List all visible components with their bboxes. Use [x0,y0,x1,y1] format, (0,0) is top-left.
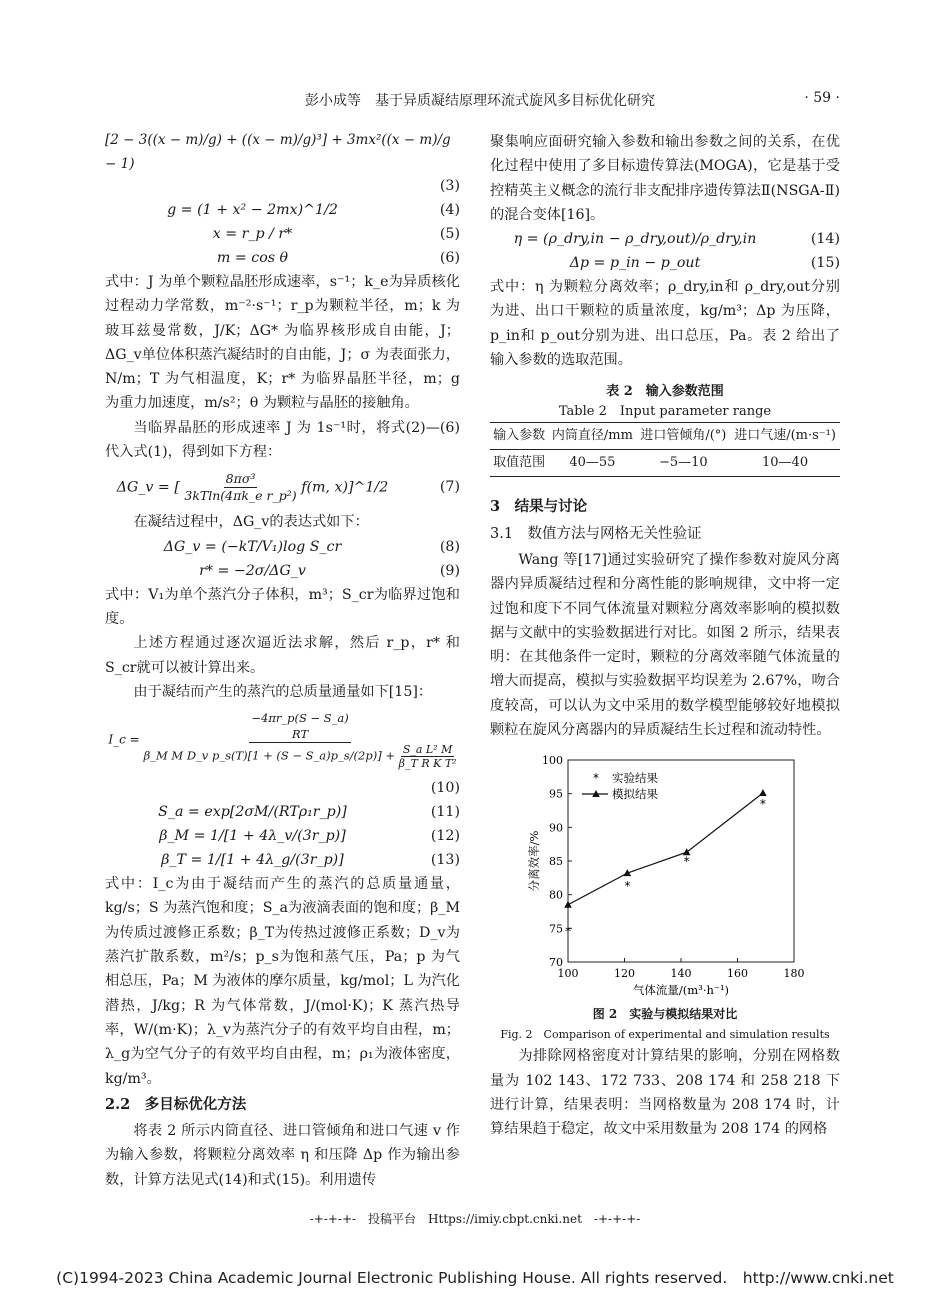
x-tick-label: 120 [614,967,635,981]
table-cell: 40—55 [569,455,616,471]
figure-2-caption-en: Fig. 2 Comparison of experimental and simulation results [500,1028,830,1042]
section-2-2-heading: 2.2 多目标优化方法 [105,1095,247,1113]
equation-number: (10) [430,780,460,797]
equation-10-number-line [105,776,460,800]
experiment-point: * [565,925,571,940]
paragraph-optimization: 将表 2 所示内筒直径、进口管倾角和进口气速 v 作为输入参数，将颗粒分离效率 η 和压降 Δp 作为输出参数，计算方法见式(14)和式(15)。利用遗传 [105,1123,460,1188]
equation-13: β_T = 1/[1 + 4λ_g/(3r_p)] [161,852,344,869]
equation-number: (3) [439,177,460,194]
equation-10-den-b [399,743,457,770]
legend-experiment-label: 实验结果 [612,771,658,786]
x-tick-label: 180 [783,967,805,981]
table-header-cell: 内筒直径/mm [551,428,633,444]
equation-7-rhs: f(m, x)]^1/2 [301,479,389,496]
equation-13-line [105,848,460,872]
equation-10 [105,710,460,770]
equation-7-denominator: 3kTln(4πk_e r_p²) [184,487,297,503]
table-header-row [490,423,840,450]
equation-5: x = r_p / r* [212,225,293,242]
y-tick-label: 80 [549,889,563,903]
equation-5-line [105,222,460,246]
equation-12: β_M = 1/[1 + 4λ_v/(3r_p)] [159,828,346,845]
section-3-1-heading: 3.1 数值方法与网格无关性验证 [490,525,702,542]
equation-number: (5) [439,225,460,242]
equation-10-den-b-num: S_a L² M [402,743,453,757]
equation-10-numerator [249,710,350,743]
figure-2 [490,742,840,1044]
y-tick-label: 90 [549,821,563,835]
equation-3: [2 − 3((x − m)/g) + ((x − m)/g)³] + 3mx²((x − m)/g − 1) [105,131,451,172]
table-header-cell: 进口气速/(m·s⁻¹) [734,428,836,444]
equation-6: m = cos θ [216,249,289,266]
equation-15: Δp = p_in − p_out [569,255,701,272]
paragraph-validation: Wang 等[17]通过实验研究了操作参数对旋风分离器内异质凝结过程和分离性能的影响规律，文中将一定过饱和度下不同气体流量对颗粒分离效率影响的模拟数据与文献中的实验数据进行对比。如图 2 所示，结果表明：在其他条件一定时，颗粒的分离效率随气体流量的增大而提高，模拟与实验数据平均误差为 2.67%，吻合度较高，可以认为文中采用的数学模型能够较好地模拟颗粒在旋风分离器内的异质凝结生长过程和流动特性。 [490,551,840,739]
paragraph-iteration: 上述方程通过逐次逼近法求解，然后 r_p，r* 和 S_cr就可以被计算出来。 [105,635,460,676]
equation-7 [105,471,400,504]
experiment-point: * [624,879,631,894]
equation-10-line [105,704,460,776]
equation-number: (8) [439,538,460,555]
equation-number: (15) [810,255,840,272]
paragraph-dgv: 在凝结过程中，ΔG_v的表达式如下： [133,514,369,531]
equation-4-line [105,198,460,222]
equation-10-denominator: β_M M D_v p_s(T)[1 + (S − S_a)p_s/(2p)] + $\frac{\text{S\_a L² M}}{\text{β\_T R K T²}}$ [143,743,457,771]
equation-7-line [105,464,460,510]
footer-submission: -+-+-+- 投稿平台 Https://imiy.cbpt.cnki.net -+-+-+- [309,1212,641,1226]
equation-3-number-line [105,174,460,198]
figure-2-caption-cn: 图 2 实验与模拟结果对比 [592,1007,738,1022]
table-cell: −5—10 [658,455,708,471]
table-2-caption-en: Table 2 Input parameter range [558,404,772,420]
equation-14-line [490,227,840,251]
y-axis-label: 分离效率/% [527,830,541,892]
equation-8: ΔG_v = (−kT/V₁)log S_cr [163,538,342,555]
paragraph-symbols-1: 式中：J 为单个颗粒晶胚形成速率，s⁻¹；k_e为异质核化过程动力学常数，m⁻²·s⁻¹；r_p为颗粒半径，m；k 为玻耳兹曼常数，J/K；ΔG* 为临界核形成自由能，J；ΔG_v单位体积蒸汽凝结时的自由能，J；σ 为表面张力，N/m；T 为气相温度，K；r* 为临界晶胚半径，m；g 为重力加速度，m/s²；θ 为颗粒与晶胚的接触角。 [105,274,460,412]
equation-10-den-b-den: β_T R K T² [398,757,457,771]
table-2 [490,422,840,477]
equation-10-num-top: −4πr_p(S − S_a) [251,711,349,726]
paragraph-moga: 聚集响应面研究输入参数和输出参数之间的关系，在优化过程中使用了多目标遗传算法(MOGA)，它是基于受控精英主义概念的流行非支配排序遗传算法Ⅱ(NSGA-Ⅱ)的混合变体[16]。 [490,134,840,223]
equation-7-numerator: 8πσ³ [225,470,256,486]
table-cell: 取值范围 [493,455,546,471]
table-2-caption-cn: 表 2 输入参数范围 [606,384,724,400]
equation-number: (11) [430,804,460,821]
simulation-series-line [568,793,763,905]
figure-2-caption [490,1004,840,1045]
x-axis-label: 气体流量/(m³·h⁻¹) [632,983,730,998]
equation-number: (12) [430,828,460,845]
plot-frame [568,760,794,962]
y-tick-label: 70 [549,956,563,970]
page-number: · 59 · [804,90,840,106]
equation-number: (14) [810,231,840,248]
legend-simulation-label: 模拟结果 [612,787,658,802]
equation-4: g = (1 + x² − 2mx)^1/2 [167,201,338,218]
equation-10-fraction [144,710,457,770]
equation-14: η = (ρ_dry,in − ρ_dry,out)/ρ_dry,in [513,231,757,248]
y-tick-label: 75 [549,922,563,936]
equation-7-lhs: ΔG_v = [ [116,479,180,496]
equation-3-line [105,130,460,174]
equation-number: (9) [439,562,460,579]
experiment-point: * [683,855,690,870]
equation-number: (7) [439,479,460,496]
experiment-point: * [759,797,766,812]
table-cell: 10—40 [762,455,809,471]
footer-copyright: (C)1994-2023 China Academic Journal Electronic Publishing House. All rights reserved. http://www.cnki.net [56,1269,894,1287]
equation-9: r* = −2σ/ΔG_v [199,562,306,579]
equation-number: (6) [439,249,460,266]
equation-11-line [105,800,460,824]
paragraph-mesh: 为排除网格密度对计算结果的影响，分别在网格数量为 102 143、172 733、208 174 和 258 218 下进行计算，结果表明：当网格数量为 208 174 时，计算结果趋于稳定，故文中采用数量为 208 174 的网格 [490,1048,840,1138]
legend-experiment-marker: * [593,771,599,786]
equation-10-num-bot: RT [292,727,309,742]
y-tick-label: 95 [549,788,563,802]
equation-number: (13) [430,852,460,869]
equation-9-line [105,559,460,583]
equation-15-line [490,251,840,275]
table-2-caption [490,382,840,422]
paragraph-substitution: 当临界晶胚的形成速率 J 为 1s⁻¹时，将式(2)—(6)代入式(1)，得到如下方程： [105,419,460,461]
equation-10-lhs: I_c = [108,732,140,747]
equation-6-line [105,246,460,270]
y-tick-label: 85 [549,855,563,869]
x-tick-label: 140 [670,967,692,981]
y-tick-label: 100 [542,754,563,768]
x-tick-label: 100 [557,967,579,981]
paragraph-mass-flux: 由于凝结而产生的蒸汽的总质量通量如下[15]： [133,683,433,700]
running-title: 彭小成等 基于异质凝结原理环流式旋风多目标优化研究 [305,93,655,109]
figure-2-chart [490,752,840,1007]
table-header-cell: 进口管倾角/(°) [640,428,727,444]
left-column [105,130,460,1192]
paragraph-symbols-2: 式中：V₁为单个蒸汽分子体积，m³；S_cr为临界过饱和度。 [105,586,460,627]
equation-8-line [105,535,460,559]
simulation-point [759,789,767,796]
equation-11: S_a = exp[2σM/(RTρ₁r_p)] [158,804,347,821]
section-3-heading: 3 结果与讨论 [490,498,588,516]
paragraph-symbols-3: 式中：I_c为由于凝结而产生的蒸汽的总质量通量，kg/s；S 为蒸汽饱和度；S_a为液滴表面的饱和度；β_M为传质过渡修正系数；β_T为传热过渡修正系数；D_v为蒸汽扩散系数，m²/s；p_s为饱和蒸气压，Pa；p 为气相总压，Pa；M 为液体的摩尔质量，kg/mol；L 为汽化潜热，J/kg；R 为气体常数，J/(mol·K)；K 蒸汽热导率，W/(m·K)；λ_v为蒸汽分子的有效平均自由程，m；λ_g为空气分子的有效平均自由程，m；ρ₁为液体密度，kg/m³。 [105,876,460,1087]
equation-12-line [105,824,460,848]
equation-number: (4) [439,201,460,218]
table-row [490,450,840,477]
table-header-cell: 输入参数 [493,428,546,444]
paragraph-efficiency-symbols: 式中：η 为颗粒分离效率；ρ_dry,in和 ρ_dry,out分别为进、出口干颗粒的质量浓度，kg/m³；Δp 为压降，p_in和 p_out分别为进、出口总压，Pa。表 2 给出了输入参数的选取范围。 [490,279,840,369]
equation-10-den-a: β_M M D_v p_s(T)[1 + (S − S_a)p_s/(2p)] [143,748,382,763]
equation-7-fraction [184,471,296,504]
x-tick-label: 160 [727,967,748,981]
right-column [490,130,840,1142]
simulation-point [564,901,572,908]
